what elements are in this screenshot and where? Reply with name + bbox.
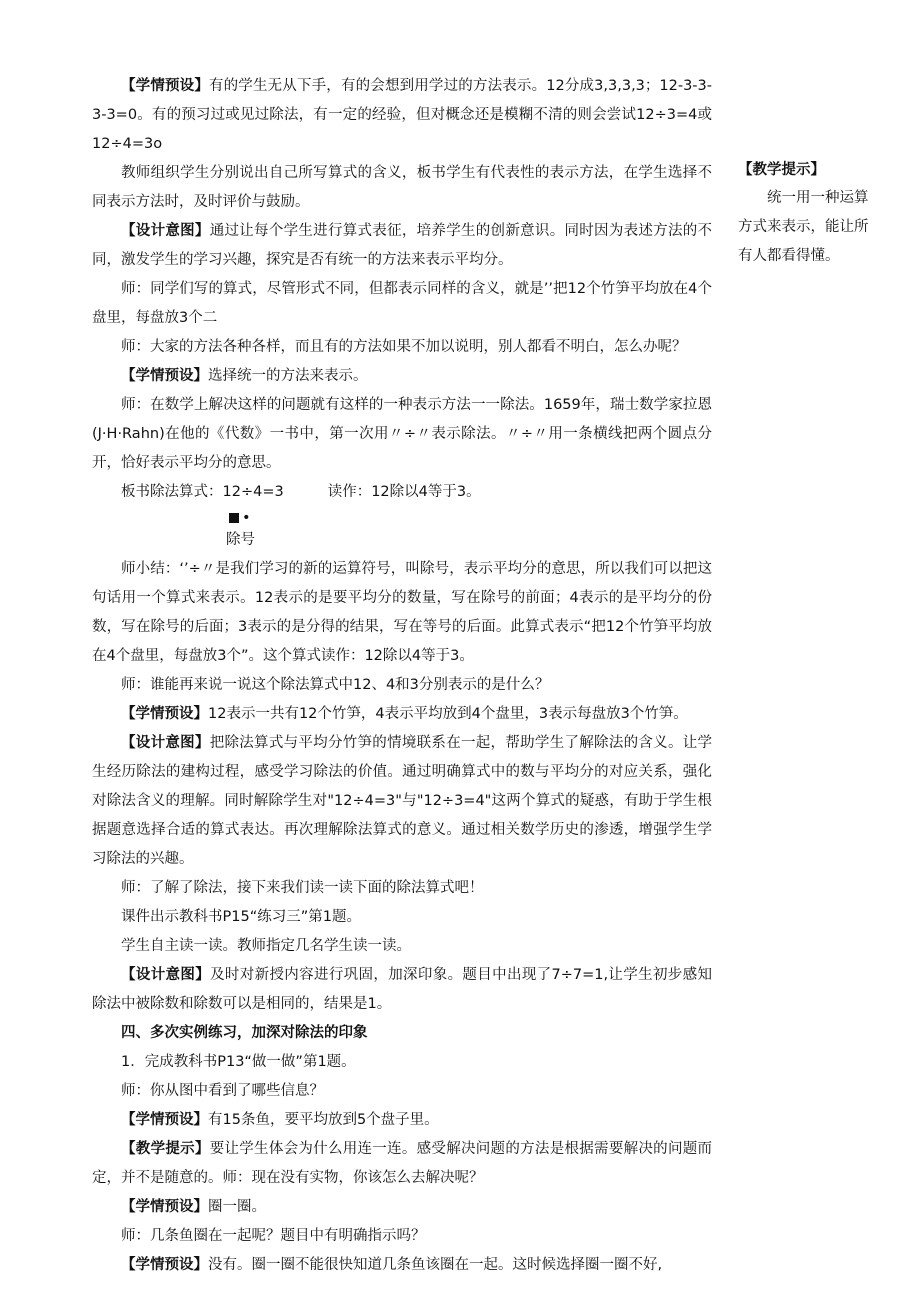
tag-label: 【设计意图】 (121, 967, 211, 983)
paragraph: 师：大家的方法各种各样，而且有的方法如果不加以说明，别人都看不明白，怎么办呢？ (121, 339, 687, 355)
paragraph: 师：同学们写的算式，尽管形式不同，但都表示同样的含义，就是’’把12个竹笋平均放在4个盘里，每盘放3个二 (92, 281, 712, 326)
tag-label: 【学情预设】 (121, 368, 208, 384)
paragraph-text: 要让学生体会为什么用连一连。感受解决问题的方法是根据需要解决的问题而定，并不是随意的。师：现在没有实物，你该怎么去解决呢？ (92, 1141, 713, 1186)
paragraph-text: 12表示一共有12个竹笋，4表示平均放到4个盘里，3表示每盘放3个竹笋。 (208, 706, 688, 722)
paragraph (92, 1193, 712, 1222)
section-heading: 四、多次实例练习，加深对除法的印象 (121, 1025, 368, 1041)
paragraph-text: 选择统一的方法来表示。 (208, 368, 368, 384)
tag-label: 【设计意图】 (121, 735, 210, 751)
tag-label: 【学情预设】 (121, 706, 208, 722)
tag-label: 【学情预设】 (121, 78, 209, 94)
paragraph: 师：几条鱼圈在一起呢？题目中有明确指示吗？ (121, 1228, 426, 1244)
paragraph (92, 362, 712, 391)
main-column (92, 72, 712, 1280)
tag-label: 【学情预设】 (121, 1257, 208, 1273)
paragraph-text: 把除法算式与平均分竹笋的情境联系在一起，帮助学生了解除法的含义。让学生经历除法的建构过程，感受学习除法的价值。通过明确算式中的数与平均分的对应关系，强化对除法含义的理解。同时解除学生对"12÷4=3"与"12÷3=4"这两个算式的疑惑，有助于学生根据题意选择合适的算式表达。再次理解除法算式的意义。通过相关数学历史的渗透，增强学生学习除法的兴趣。 (92, 735, 713, 867)
marker-dot: • (242, 510, 251, 526)
paragraph (92, 729, 712, 874)
paragraph (92, 1106, 712, 1135)
paragraph (92, 700, 712, 729)
sidebar-body: 统一用一种运算方式来表示，能让所有人都看得懂。 (738, 190, 869, 264)
paragraph (92, 1135, 712, 1193)
paragraph: 师：了解了除法，接下来我们读一读下面的除法算式吧！ (121, 880, 484, 896)
paragraph-text: 通过让每个学生进行算式表征，培养学生的创新意识。同时因为表述方法的不同，激发学生的学习兴趣，探究是否有统一的方法来表示平均分。 (92, 223, 713, 268)
paragraph-text: 没有。圈一圈不能很快知道几条鱼该圈在一起。这时候选择圈一圈不好, (208, 1257, 663, 1273)
paragraph: 课件出示教科书P15“练习三”第1题。 (121, 909, 361, 925)
tag-label: 【设计意图】 (121, 223, 210, 239)
paragraph (92, 217, 712, 275)
paragraph (92, 72, 712, 159)
division-sign-marker (92, 507, 712, 529)
paragraph-text: 有的学生无从下手，有的会想到用学过的方法表示。12分成3,3,3,3；12-3-3-3-3=0。有的预习过或见过除法，有一定的经验，但对概念还是模糊不清的则会尝试12÷3=4或12÷4=3o (92, 78, 712, 152)
board-label: 板书除法算式：12÷4=3 (121, 484, 284, 500)
board-formula (92, 478, 712, 507)
square-marker-icon (229, 513, 239, 523)
paragraph (92, 961, 712, 1019)
paragraph: 师：谁能再来说一说这个除法算式中12、4和3分别表示的是什么？ (121, 677, 550, 693)
paragraph: 教师组织学生分别说出自己所写算式的含义，板书学生有代表性的表示方法，在学生选择不同表示方法时，及时评价与鼓励。 (92, 165, 712, 210)
paragraph-text: 有15条鱼，要平均放到5个盘子里。 (208, 1112, 439, 1128)
board-read: 读作：12除以4等于3。 (327, 484, 481, 500)
tag-label: 【学情预设】 (121, 1112, 208, 1128)
division-sign-label: 除号 (226, 532, 255, 548)
paragraph: 师：你从图中看到了哪些信息？ (121, 1083, 324, 1099)
sidebar-title: 【教学提示】 (738, 162, 825, 178)
tag-label: 【学情预设】 (121, 1199, 208, 1215)
paragraph: 师：在数学上解决这样的问题就有这样的一种表示方法一一除法。1659年，瑞士数学家拉恩(J·H·Rahn)在他的《代数》一书中，第一次用〃÷〃表示除法。〃÷〃用一条横线把两个圆点分开，恰好表示平均分的意思。 (92, 397, 712, 471)
paragraph: 1．完成教科书P13“做一做”第1题。 (121, 1054, 356, 1070)
paragraph (92, 1251, 712, 1280)
sidebar-note (738, 156, 880, 271)
paragraph: 师小结：‘’÷〃是我们学习的新的运算符号，叫除号，表示平均分的意思，所以我们可以把这句话用一个算式来表示。12表示的是要平均分的数量，写在除号的前面；4表示的是平均分的份数，写在除号的后面；3表示的是分得的结果，写在等号的后面。此算式表示“把12个竹笋平均放在4个盘里，每盘放3个”。这个算式读作：12除以4等于3。 (92, 561, 712, 664)
tag-label: 【教学提示】 (121, 1141, 210, 1157)
paragraph-text: 及时对新授内容进行巩固，加深印象。题目中出现了7÷7=1,让学生初步感知除法中被除数和除数可以是相同的，结果是1。 (92, 967, 712, 1012)
paragraph-text: 圈一圈。 (208, 1199, 266, 1215)
paragraph: 学生自主读一读。教师指定几名学生读一读。 (121, 938, 411, 954)
